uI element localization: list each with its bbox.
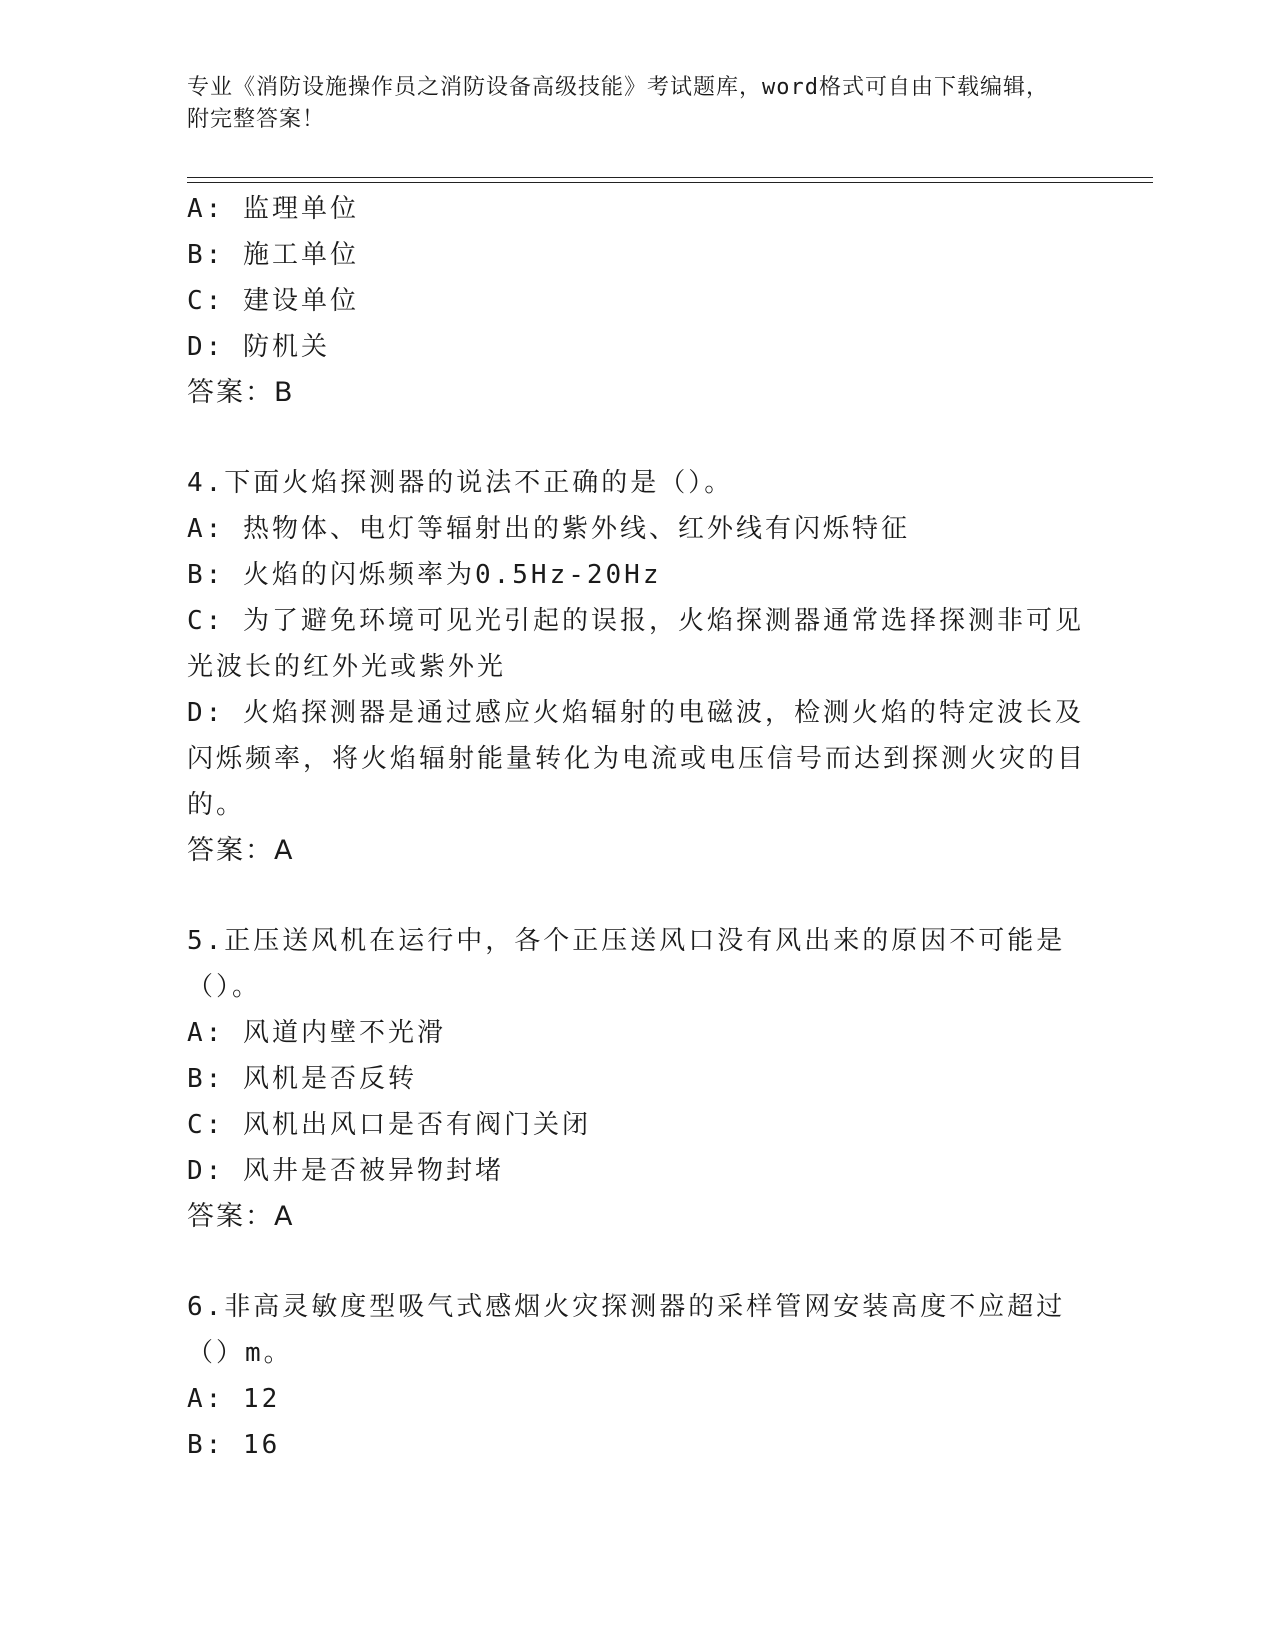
option-a: A: 12	[187, 1384, 281, 1414]
spacer	[187, 874, 1087, 918]
option-c: C: 建设单位	[187, 286, 359, 316]
question-5-block	[187, 918, 1087, 1240]
answer-label: 答案：A	[187, 1201, 295, 1232]
spacer	[187, 416, 1087, 460]
document-header: 专业《消防设施操作员之消防设备高级技能》考试题库，word格式可自由下载编辑，附完整答案！	[187, 75, 1049, 132]
question-list	[187, 186, 1087, 1468]
header-rule-top	[187, 177, 1153, 178]
question-text: 6.非高灵敏度型吸气式感烟火灾探测器的采样管网安装高度不应超过（）m。	[187, 1292, 1066, 1368]
header-rule-bottom	[187, 182, 1153, 183]
option-b: B: 风机是否反转	[187, 1064, 417, 1094]
option-a: A: 热物体、电灯等辐射出的紫外线、红外线有闪烁特征	[187, 514, 910, 544]
answer-label: 答案：B	[187, 377, 295, 408]
question-6-block	[187, 1284, 1087, 1468]
question-text: 4.下面火焰探测器的说法不正确的是（）。	[187, 468, 734, 498]
option-a: A: 监理单位	[187, 194, 359, 224]
option-d: D: 火焰探测器是通过感应火焰辐射的电磁波，检测火焰的特定波长及闪烁频率，将火焰辐射能量转化为电流或电压信号而达到探测火灾的目的。	[187, 698, 1087, 820]
question-4-block	[187, 460, 1087, 874]
option-b: B: 火焰的闪烁频率为0.5Hz-20Hz	[187, 560, 662, 590]
option-b: B: 16	[187, 1430, 281, 1460]
question-3-block	[187, 186, 1087, 416]
option-d: D: 风井是否被异物封堵	[187, 1156, 504, 1186]
option-d: D: 防机关	[187, 332, 330, 362]
option-a: A: 风道内壁不光滑	[187, 1018, 446, 1048]
option-c: C: 风机出风口是否有阀门关闭	[187, 1110, 591, 1140]
answer-label: 答案：A	[187, 835, 295, 866]
option-c: C: 为了避免环境可见光引起的误报，火焰探测器通常选择探测非可见光波长的红外光或紫外光	[187, 606, 1084, 682]
option-b: B: 施工单位	[187, 240, 359, 270]
spacer	[187, 1240, 1087, 1284]
question-text: 5.正压送风机在运行中，各个正压送风口没有风出来的原因不可能是（）。	[187, 926, 1066, 1002]
